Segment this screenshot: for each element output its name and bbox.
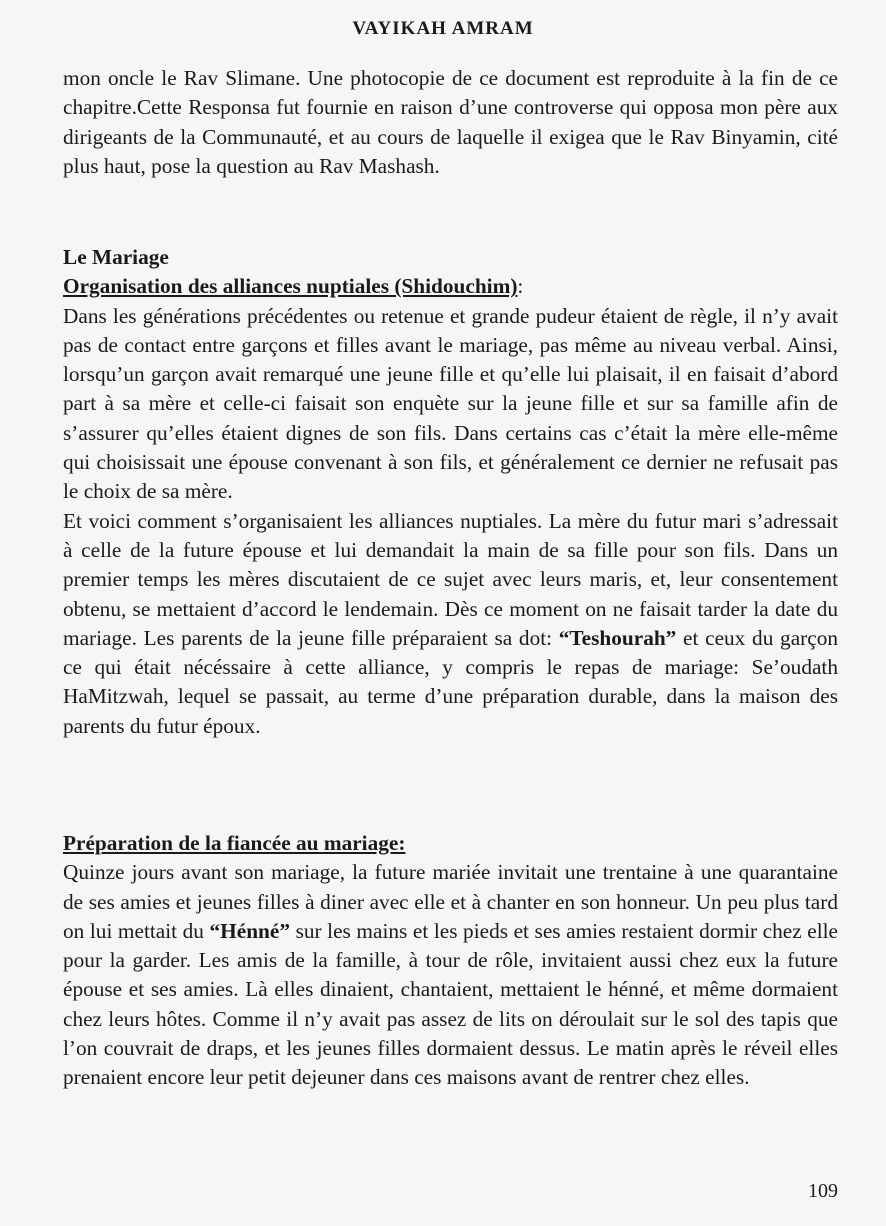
preparation-section (63, 829, 838, 1093)
paragraph-preparation (63, 858, 838, 1092)
section-title: Le Mariage (63, 245, 169, 269)
intro-block (63, 64, 838, 181)
subsection-heading-colon: : (517, 274, 524, 299)
running-head: VAYIKAH AMRAM (352, 18, 534, 39)
subsection-heading-text: Organisation des alliances nuptiales (Shidouchim) (63, 274, 518, 299)
page-number: 109 (808, 1180, 838, 1202)
paragraph-alliances (63, 507, 838, 741)
intro-paragraph: mon oncle le Rav Slimane. Une photocopie de ce document est reproduite à la fin de ce chapitre.Cette Responsa fut fournie en raison d’une controverse qui opposa mon père aux dirigeants de la Communauté, et au cours de laquelle il exigea que le Rav Binyamin, cité plus haut, pose la question au Rav Mashash. (63, 66, 838, 178)
paragraph-preparation-part2: sur les mains et les pieds et ses amies restaient dormir chez elle pour la garder. Les amis de la famille, à tour de rôle, invitaient aussi chez eux la future épouse et ses amies. Là elles dinaient, chantaient, mettaient le hénné, et même dormaient chez leurs hôtes. Comme il n’y avait pas assez de lits on déroulait sur le sol des tapis que l’on couvrait de draps, et les jeunes filles dormaient dessus. Le matin après le réveil elles prenaient encore leur petit dejeuner dans ces maisons avant de rentrer chez elles. (63, 918, 838, 1090)
term-teshourah: “Teshourah” (558, 625, 677, 650)
paragraph-alliances-part1: Et voici comment s’organisaient les alliances nuptiales. La mère du futur mari s’adressait à celle de la future épouse et lui demandait la main de sa fille pour son fils. Dans un premier temps les mères discutaient de ce sujet avec leurs maris, et, leur consentement obtenu, se mettaient d’accord le lendemain. Dès ce moment on ne faisait tarder la date du mariage. Les parents de la jeune fille préparaient sa dot: (63, 508, 838, 650)
paragraph-preparation-part1: Quinze jours avant son mariage, la future mariée invitait une trentaine à une quarantaine de ses amies et jeunes filles à diner avec elle et à chanter en son honneur. Un peu plus tard on lui mettait du (63, 860, 838, 943)
paragraph-alliances-part2: et ceux du garçon ce qui était nécéssaire à cette alliance, y compris le repas de mariage: Se’oudath HaMitzwah, lequel se passait, au terme d’une préparation durable, dans la maison des parents du futur époux. (63, 625, 838, 738)
subsection-heading-preparation: Préparation de la fiancée au mariage: (63, 831, 406, 855)
marriage-section (63, 243, 838, 741)
term-henne: “Hénné” (209, 918, 290, 943)
subsection-heading-shidouchim (63, 272, 838, 301)
paragraph-customs: Dans les générations précédentes ou retenue et grande pudeur étaient de règle, il n’y avait pas de contact entre garçons et filles avant le mariage, pas même au niveau verbal. Ainsi, lorsqu’un garçon avait remarqué une jeune fille et qu’elle lui plaisait, il en faisait d’abord part à sa mère et celle-ci faisait son enquète sur la jeune fille et sur sa famille afin de s’assurer qu’elles étaient dignes de son fils. Dans certains cas c’était la mère elle-même qui choisissait une épouse convenant à son fils, et généralement ce dernier ne refusait pas le choix de sa mère. (63, 303, 838, 504)
